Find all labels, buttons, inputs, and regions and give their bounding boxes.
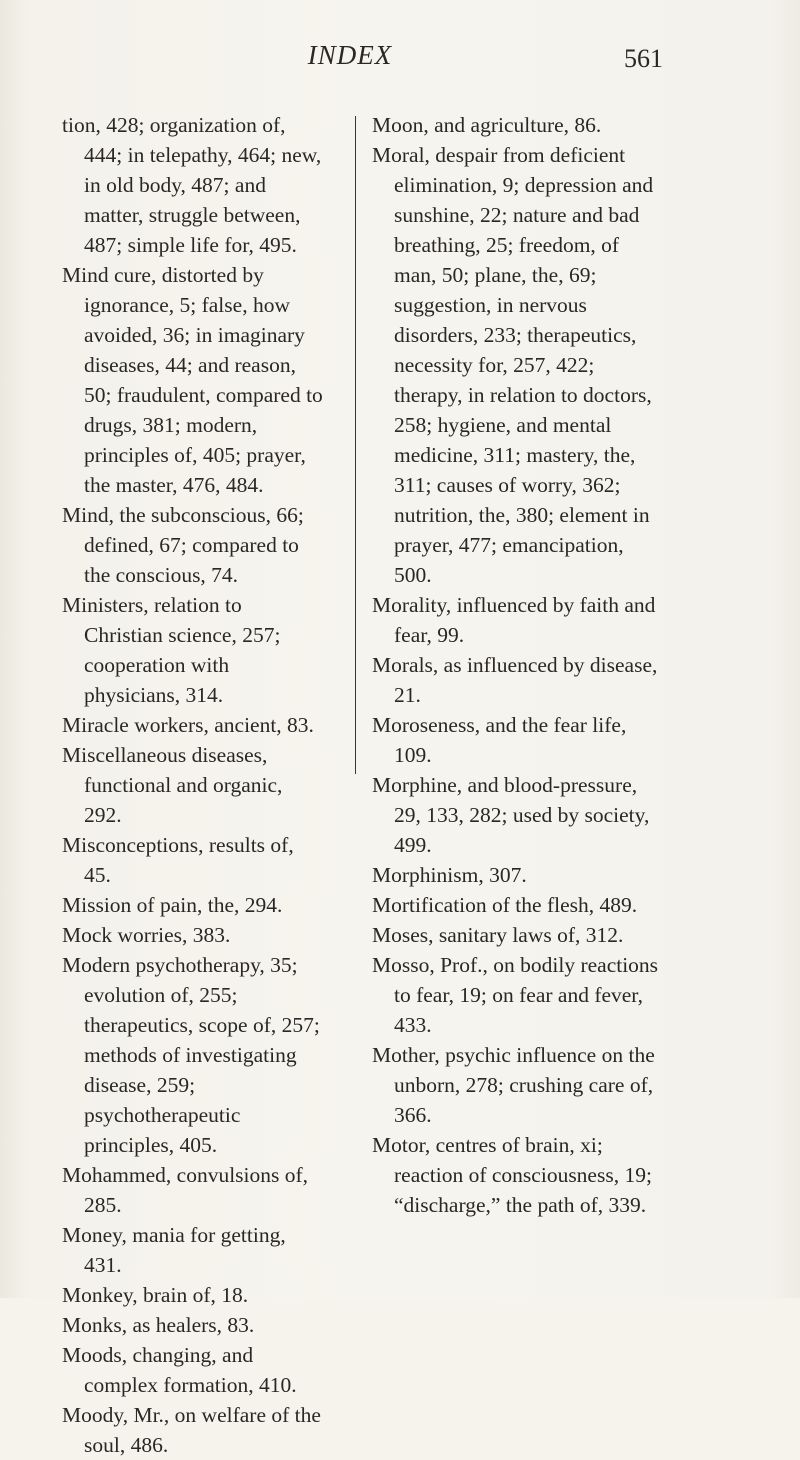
index-entry: Morals, as influenced by disease, 21. xyxy=(372,653,658,707)
index-entry: Motor, centres of brain, xi; reaction of consciousness, 19; “discharge,” the path of, 339. xyxy=(372,1133,652,1217)
index-entry: Miracle workers, ancient, 83. xyxy=(62,713,314,737)
index-entry: Miscellaneous diseases, functional and organic, 292. xyxy=(62,743,283,827)
index-entry: Mosso, Prof., on bodily reactions to fear, 19; on fear and fever, 433. xyxy=(372,953,659,1037)
index-entry: Misconceptions, results of, 45. xyxy=(62,833,294,887)
index-entry: Morality, influenced by faith and fear, 99. xyxy=(372,593,656,647)
column-divider xyxy=(355,116,356,774)
index-column-right xyxy=(372,110,664,1220)
index-entry: Morphine, and blood-pressure, 29, 133, 282; used by society, 499. xyxy=(372,773,650,857)
index-entry: Morphinism, 307. xyxy=(372,863,527,887)
index-entry: Moroseness, and the fear life, 109. xyxy=(372,713,627,767)
running-title: INDEX xyxy=(307,40,393,70)
index-column-left xyxy=(62,110,324,1460)
index-entry: Monks, as healers, 83. xyxy=(62,1313,255,1337)
index-entry: Mind cure, distorted by ignorance, 5; false, how avoided, 36; in imaginary diseases, 44; and reason, 50; fraudulent, compared to drugs, 381; modern, principles of, 405; prayer, the master, 476, 484. xyxy=(62,263,323,497)
index-entry: Ministers, relation to Christian science, 257; cooperation with physicians, 314. xyxy=(62,593,281,707)
index-entry: Moon, and agriculture, 86. xyxy=(372,113,602,137)
index-entry: tion, 428; organization of, 444; in telepathy, 464; new, in old body, 487; and matter, struggle between, 487; simple life for, 495. xyxy=(62,113,322,257)
index-entry: Mohammed, convulsions of, 285. xyxy=(62,1163,309,1217)
index-entry: Moody, Mr., on welfare of the soul, 486. xyxy=(62,1403,321,1457)
page-number: 561 xyxy=(624,44,663,73)
index-entry: Money, mania for getting, 431. xyxy=(62,1223,286,1277)
index-entry: Moses, sanitary laws of, 312. xyxy=(372,923,624,947)
index-entry: Monkey, brain of, 18. xyxy=(62,1283,249,1307)
index-entry: Mind, the subconscious, 66; defined, 67; compared to the conscious, 74. xyxy=(62,503,304,587)
index-entry: Mortification of the flesh, 489. xyxy=(372,893,638,917)
index-entry: Modern psychotherapy, 35; evolution of, 255; therapeutics, scope of, 257; methods of investigating disease, 259; psychotherapeutic principles, 405. xyxy=(62,953,320,1157)
index-entry: Moral, despair from deficient elimination, 9; depression and sunshine, 22; nature and bad breathing, 25; freedom, of man, 50; plane, the, 69; suggestion, in nervous disorders, 233; therapeutics, necessity for, 257, 422; therapy, in relation to doctors, 258; hygiene, and mental medicine, 311; mastery, the, 311; causes of worry, 362; nutrition, the, 380; element in prayer, 477; emancipation, 500. xyxy=(372,143,654,587)
index-entry: Moods, changing, and complex formation, 410. xyxy=(62,1343,297,1397)
index-entry: Mother, psychic influence on the unborn, 278; crushing care of, 366. xyxy=(372,1043,655,1127)
index-entry: Mission of pain, the, 294. xyxy=(62,893,283,917)
index-entry: Mock worries, 383. xyxy=(62,923,231,947)
